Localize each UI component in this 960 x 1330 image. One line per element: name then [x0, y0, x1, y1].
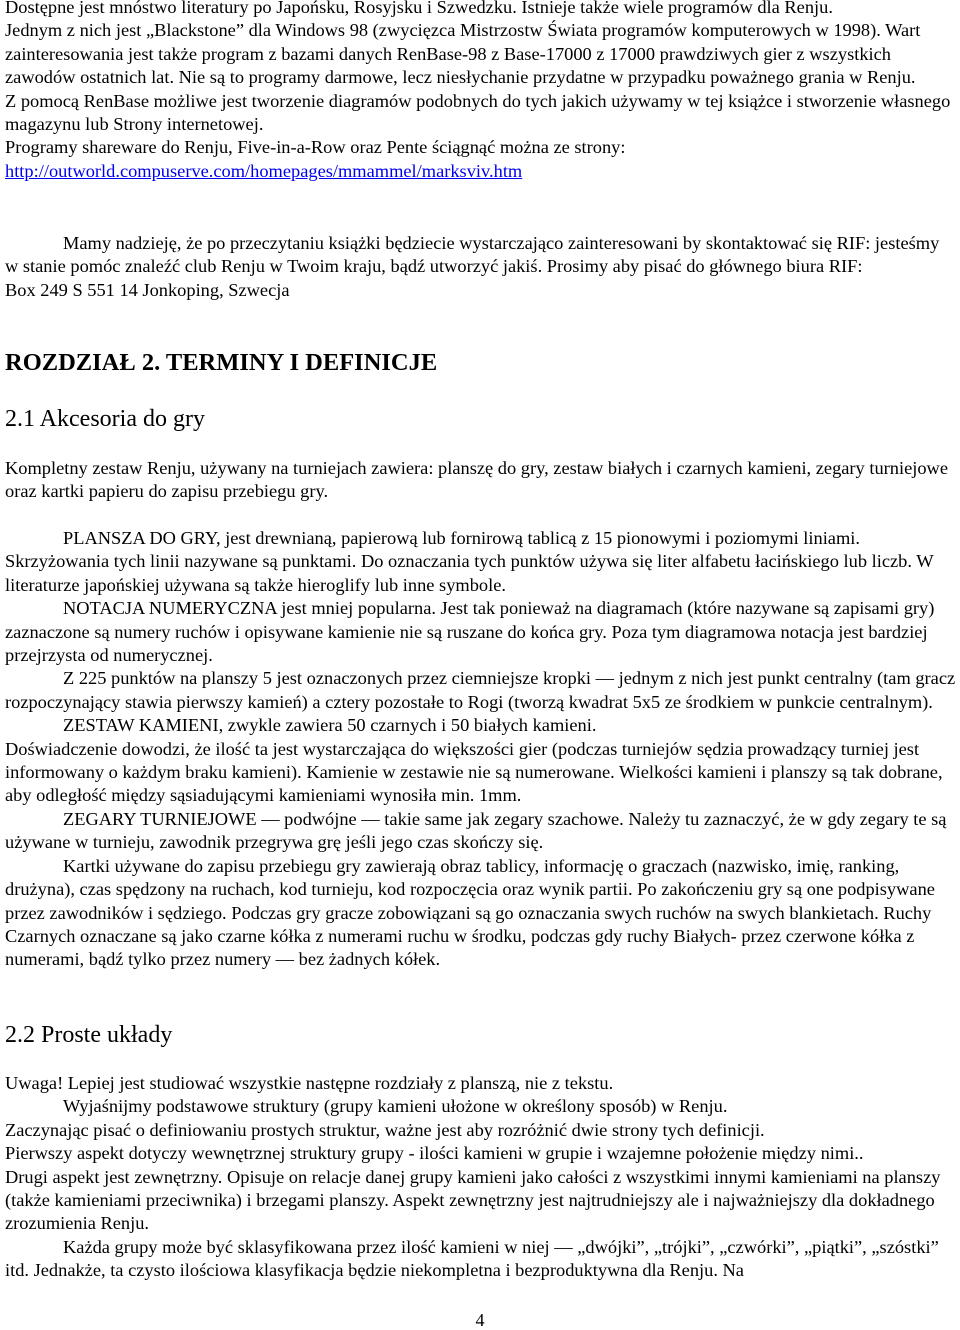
paragraph-set-intro: Kompletny zestaw Renju, używany na turniejach zawiera: planszę do gry, zestaw białych i czarnych kamieni, zegary turniejowe oraz kartki papieru do zapisu przebiegu gry. [5, 458, 948, 502]
paragraph-second-aspect: Drugi aspekt jest zewnętrzny. Opisuje on relacje danej grupy kamieni jako całości z wszystkimi innymi kamieniami na planszy (także kamieniami przeciwnika) i brzegami planszy. Aspekt zewnętrzny jest najtrudniejszy ale i najważniejszy dla dokładnego zrozumienia Renju. [5, 1166, 941, 1234]
paragraph-first-aspect: Pierwszy aspekt dotyczy wewnętrznej struktury grupy - ilości kamieni w grupie i wzajemne położenie między nimi.. [5, 1143, 864, 1164]
paragraph-renbase: Z pomocą RenBase możliwe jest tworzenie diagramów podobnych do tych jakich używamy w tej książce i stworzenie własnego magazynu lub Strony internetowej. [5, 90, 951, 135]
section-title-simple-structures: 2.2 Proste układy [5, 1022, 173, 1048]
paragraph-classification: Każda grupy może być sklasyfikowana przez ilość kamieni w niej — „dwójki”, „trójki”, „czwórki”, „piątki”, „szóstki” itd. Jednakże, ta czysto ilościowa klasyfikacja będzie niekompletna i bezproduktywna dla Renju. Na [5, 1236, 939, 1281]
paragraph-score-sheets: Kartki używane do zapisu przebiegu gry zawierają obraz tablicy, informację o graczach (nazwisko, imię, ranking, drużyna), czas spędzony na ruchach, kod turnieju, kod rozpoczęcia oraz wynik partii. Po zakończeniu gry są one podpisywane przez zawodników i sędziego. Podczas gry gracze zobowiązani są go oznaczania swych ruchów na swych blankietach. Ruchy Czarnych oznaczane są jako czarne kółka z numerami ruchu w środku, podczas gdy ruchy Białych- przez czerwone kółka z numerami, bądź tylko przez numery — bez żadnych kółek. [5, 855, 935, 970]
paragraph-points: Z 225 punktów na planszy 5 jest oznaczonych przez ciemniejsze kropki — jednym z nich jest punkt centralny (tam gracz rozpoczynający stawia pierwszy kamień) a cztery pozostałe to Rogi (tworzą kwadrat 5x5 ze środkiem w punkcie centralnym). [5, 668, 956, 712]
intro-block [5, 0, 957, 183]
section-title-accessories: 2.1 Akcesoria do gry [5, 406, 205, 432]
paragraph-warning: Uwaga! Lepiej jest studiować wszystkie następne rozdziały z planszą, nie z tekstu. [5, 1073, 614, 1093]
chapter-title: ROZDZIAŁ 2. TERMINY I DEFINICJE [5, 349, 438, 376]
section-simple-structures-body [5, 1072, 957, 1283]
shareware-link[interactable]: http://outworld.compuserve.com/homepages/mmammel/marksviv.htm [5, 160, 523, 181]
paragraph-experience: Doświadczenie dowodzi, że ilość ta jest wystarczająca do większości gier (podczas turniejów sędzia prowadzący turniej jest informowany o każdym braku kamieni). Kamienie w zestawie nie są numerowane. Wielkości kamieni i planszy są tak dobrane, aby odległość między sąsiadującymi kamieniami wynosiła min. 1mm. [5, 738, 943, 806]
page-number: 4 [475, 1310, 485, 1330]
paragraph-board: PLANSZA DO GRY, jest drewnianą, papierową lub fornirową tablicą z 15 pionowymi i poziomymi liniami. Skrzyżowania tych linii nazywane są punktami. Do oznaczania tych punktów używa się liter alfabetu łacińskiego lub liczb. W literaturze japońskiej używana są także hieroglify lub inne symbole. [5, 528, 934, 595]
paragraph-literature: Dostępne jest mnóstwo literatury po Japońsku, Rosyjsku i Szwedzku. Istnieje także wiele programów dla Renju. [5, 0, 833, 17]
paragraph-contact: Mamy nadzieję, że po przeczytaniu książki będziecie wystarczająco zainteresowani by skontaktować się RIF: jesteśmy w stanie pomóc znaleźć club Renju w Twoim kraju, bądź utworzyć jakiś. Prosimy aby pisać do głównego biura RIF: [5, 233, 940, 277]
paragraph-blackstone: Jednym z nich jest „Blackstone” dla Windows 98 (zwycięzca Mistrzostw Świata programów komputerowych w 1998). Wart zainteresowania jest także program z bazami danych RenBase-98 z Base-17000 z 17000 prawdziwych gier z wszystkich zawodów ostatnich lat. Nie są to programy darmowe, lecz niesłychanie przydatne w przypadku poważnego grania w Renju. [5, 20, 921, 88]
section-accessories-body [5, 527, 957, 972]
paragraph-clocks: ZEGARY TURNIEJOWE — podwójne — takie same jak zegary szachowe. Należy tu zaznaczyć, że w gdy zegary te są używane w turnieju, zawodnik przegrywa grę jeśli jego czas skończy się. [5, 808, 947, 853]
paragraph-stone-set: ZESTAW KAMIENI, zwykle zawiera 50 czarnych i 50 białych kamieni. [63, 715, 597, 736]
paragraph-notation: NOTACJA NUMERYCZNA jest mniej popularna. Jest tak ponieważ na diagramach (które nazywane są zapisami gry) zaznaczone są numery ruchów i opisywane kamienie nie są ruszane do końca gry. Poza tym diagramowa notacja jest bardziej przejrzysta od numerycznej. [5, 598, 935, 666]
paragraph-shareware: Programy shareware do Renju, Five-in-a-Row oraz Pente ściągnąć można ze strony: [5, 137, 626, 158]
paragraph-explain: Wyjaśnijmy podstawowe struktury (grupy kamieni ułożone w określony sposób) w Renju. [63, 1096, 728, 1117]
section-accessories-intro [5, 457, 957, 504]
contact-block [5, 232, 957, 302]
address-line: Box 249 S 551 14 Jonkoping, Szwecja [5, 279, 290, 300]
paragraph-starting: Zaczynając pisać o definiowaniu prostych struktur, ważne jest aby rozróżnić dwie strony tych definicji. [5, 1119, 765, 1140]
